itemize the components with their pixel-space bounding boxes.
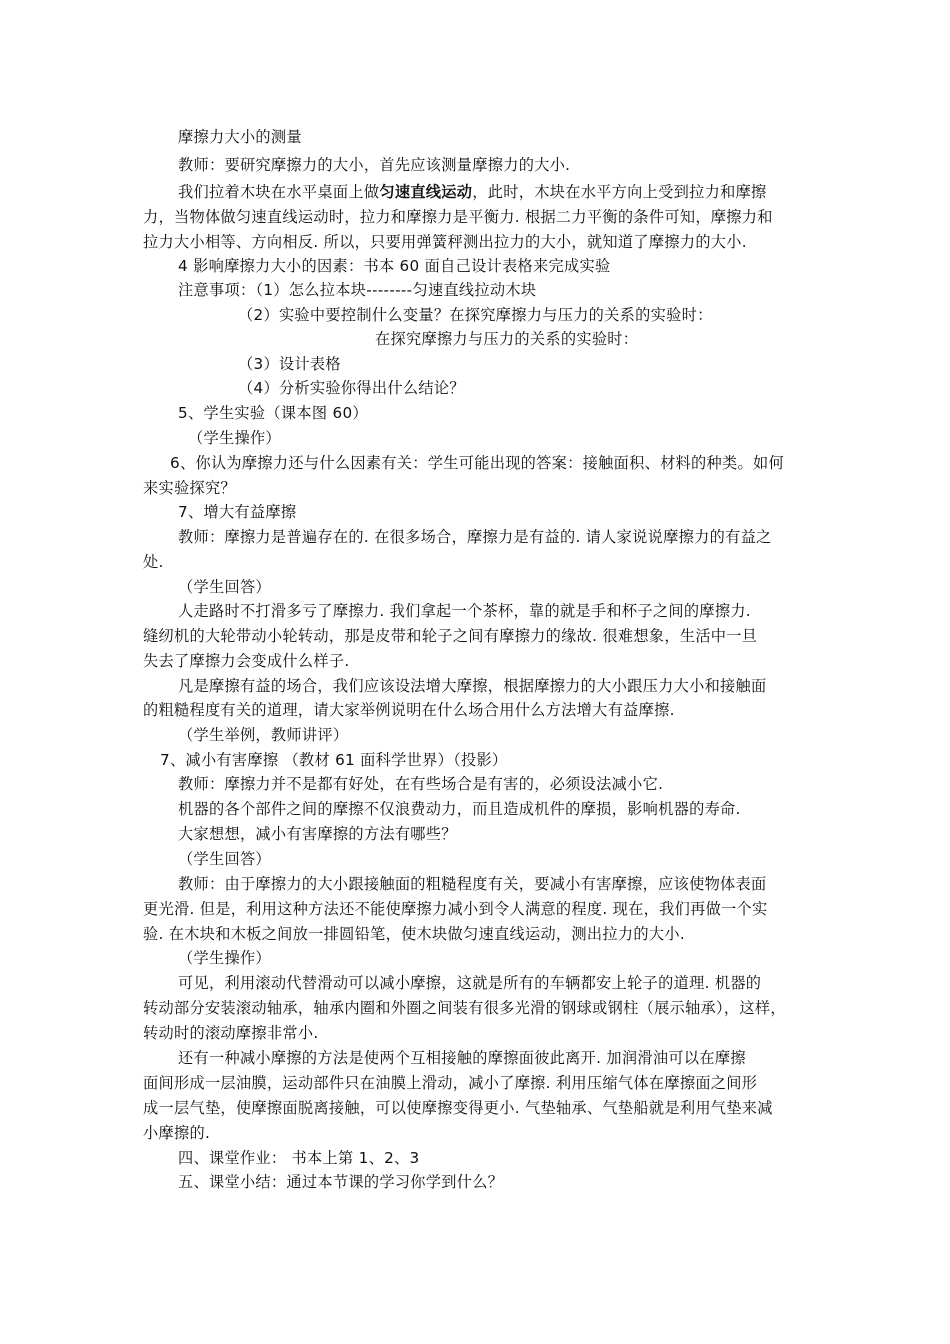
section-homework: 四、课堂作业： 书本上第 1、2、3: [178, 1149, 420, 1167]
section-7-increase-friction: 7、增大有益摩擦: [178, 503, 297, 521]
notes-item-4: （4）分析实验你得出什么结论？: [238, 379, 465, 397]
paragraph-line: 成一层气垫，使摩擦面脱离接触，可以使摩擦变得更小. 气垫轴承、气垫船就是利用气垫来减: [143, 1099, 773, 1117]
paragraph-line: 来实验探究？: [143, 479, 236, 497]
student-operation-note: （学生操作）: [178, 949, 271, 967]
text-segment: ，此时，木块在水平方向上受到拉力和摩擦: [472, 183, 767, 201]
paragraph-line: 失去了摩擦力会变成什么样子.: [143, 652, 350, 670]
student-operation-note: （学生操作）: [188, 429, 281, 447]
paragraph-line: 力，当物体做匀速直线运动时，拉力和摩擦力是平衡力. 根据二力平衡的条件可知，摩擦力和: [143, 208, 773, 226]
notes-item-2: （2）实验中要控制什么变量？在探究摩擦力与压力的关系的实验时：: [238, 306, 713, 324]
section-summary: 五、课堂小结：通过本节课的学习你学到什么？: [178, 1173, 504, 1191]
paragraph-line: 凡是摩擦有益的场合，我们应该设法增大摩擦，根据摩擦力的大小跟压力大小和接触面: [178, 677, 767, 695]
paragraph-line: 还有一种减小摩擦的方法是使两个互相接触的摩擦面彼此离开. 加润滑油可以在摩擦: [178, 1049, 746, 1067]
paragraph-line: 教师：摩擦力并不是都有好处，在有些场合是有害的，必须设法减小它.: [178, 775, 664, 793]
bold-keyword: 匀速直线运动: [379, 183, 473, 201]
paragraph-line: 大家想想，减小有害摩擦的方法有哪些？: [178, 825, 457, 843]
paragraph-line: 的粗糙程度有关的道理，请大家举例说明在什么场合用什么方法增大有益摩擦.: [143, 701, 675, 719]
notes-item-2-cont: 在探究摩擦力与压力的关系的实验时：: [375, 330, 639, 348]
line-uniform-motion: [178, 182, 767, 202]
section-4-factors: 4 影响摩擦力大小的因素：书本 60 面自己设计表格来完成实验: [178, 257, 611, 275]
student-answer-note: （学生回答）: [178, 850, 271, 868]
paragraph-line: 拉力大小相等、方向相反. 所以，只要用弹簧秤测出拉力的大小，就知道了摩擦力的大小.: [143, 233, 747, 251]
line-heading-measurement: 摩擦力大小的测量: [178, 128, 302, 146]
paragraph-line: 人走路时不打滑多亏了摩擦力. 我们拿起一个茶杯，靠的就是手和杯子之间的摩擦力.: [178, 602, 751, 620]
section-7-reduce-friction: 7、减小有害摩擦 （教材 61 面科学世界）（投影）: [160, 751, 508, 769]
paragraph-line: 处.: [143, 553, 164, 571]
student-answer-note: （学生回答）: [178, 578, 271, 596]
section-5-student-experiment: 5、学生实验（课本图 60）: [178, 404, 368, 422]
section-6-other-factors: 6、你认为摩擦力还与什么因素有关：学生可能出现的答案：接触面积、材料的种类。如何: [170, 454, 784, 472]
paragraph-line: 转动部分安装滚动轴承，轴承内圈和外圈之间装有很多光滑的钢球或钢柱（展示轴承），这样，: [143, 999, 786, 1017]
paragraph-line: 教师：由于摩擦力的大小跟接触面的粗糙程度有关，要减小有害摩擦，应该使物体表面: [178, 875, 767, 893]
notes-item-1: 注意事项：（1）怎么拉本块--------匀速直线拉动木块: [178, 281, 537, 299]
paragraph-line: 小摩擦的.: [143, 1124, 211, 1142]
paragraph-line: 面间形成一层油膜，运动部件只在油膜上滑动，减小了摩擦. 利用压缩气体在摩擦面之间形: [143, 1074, 758, 1092]
paragraph-line: 机器的各个部件之间的摩擦不仅浪费动力，而且造成机件的摩损，影响机器的寿命.: [178, 800, 741, 818]
notes-item-3: （3）设计表格: [238, 355, 341, 373]
paragraph-line: 缝纫机的大轮带动小轮转动，那是皮带和轮子之间有摩擦力的缘故. 很难想象，生活中一旦: [143, 627, 758, 645]
paragraph-line: 验. 在木块和木板之间放一排圆铅笔，使木块做匀速直线运动，测出拉力的大小.: [143, 925, 685, 943]
paragraph-line: 转动时的滚动摩擦非常小.: [143, 1024, 319, 1042]
paragraph-line: 教师：摩擦力是普遍存在的. 在很多场合，摩擦力是有益的. 请人家说说摩擦力的有益之: [178, 528, 772, 546]
line-teacher-measure-intro: 教师：要研究摩擦力的大小，首先应该测量摩擦力的大小.: [178, 156, 571, 174]
text-segment: 我们拉着木块在水平桌面上做: [178, 183, 380, 201]
paragraph-line: 可见，利用滚动代替滑动可以减小摩擦，这就是所有的车辆都安上轮子的道理. 机器的: [178, 974, 762, 992]
student-example-note: （学生举例，教师讲评）: [178, 726, 349, 744]
paragraph-line: 更光滑. 但是，利用这种方法还不能使摩擦力减小到令人满意的程度. 现在，我们再做一个实: [143, 900, 768, 918]
